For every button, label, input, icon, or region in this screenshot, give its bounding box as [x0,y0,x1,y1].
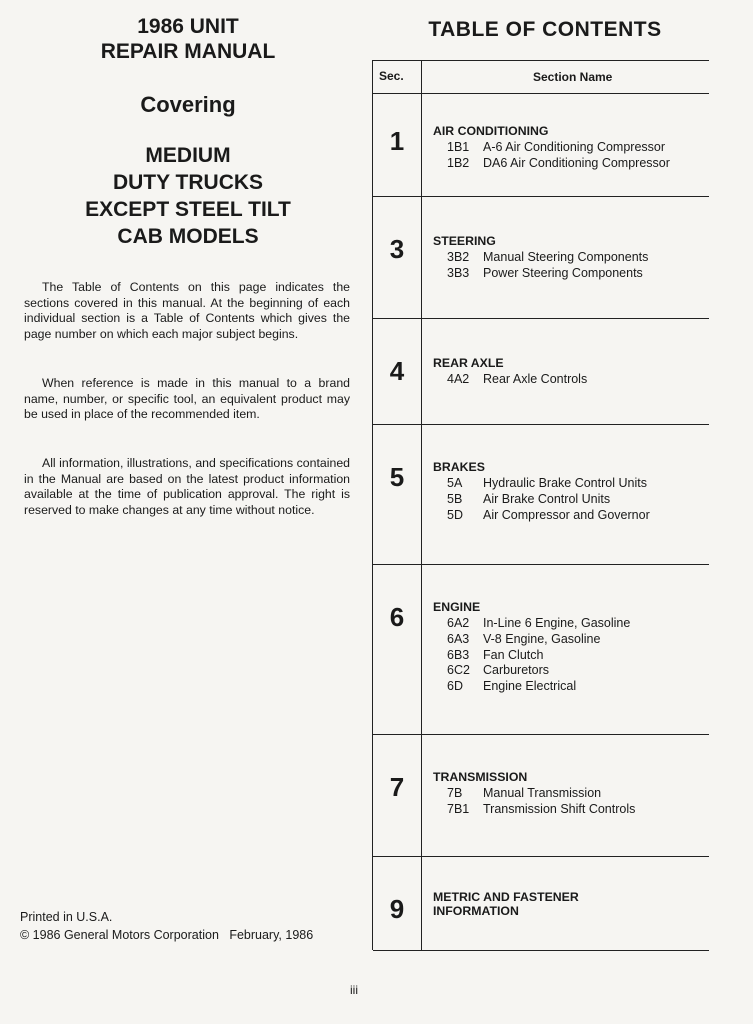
section-number: 3 [389,234,405,264]
covering-label: Covering [140,92,236,117]
toc-row-section-3 [373,196,709,319]
toc-header-row [373,60,709,94]
toc-row-section-6 [373,564,709,735]
subsection-item [447,786,635,802]
print-footer [20,908,313,944]
subsection-code: 5D [447,507,463,522]
section-name-column-header: Section Name [533,70,613,84]
subsection-label: Air Brake Control Units [483,491,611,506]
left-column [18,14,358,517]
subsection-item [447,140,670,156]
copyright-line [20,926,313,944]
table-of-contents [372,18,708,924]
title-line: REPAIR MANUAL [100,40,276,63]
toc-row-section-5 [373,424,709,565]
subsection-code: 3B3 [447,265,470,280]
subsection-code: 6B3 [447,647,470,662]
covered-vehicles [18,142,358,250]
toc-row-section-9 [373,856,709,951]
subsection-item [447,156,670,172]
section-name: BRAKES [433,460,485,474]
subsection-item [447,372,587,388]
subject-line: EXCEPT STEEL TILT [85,198,291,221]
subsection-item [447,648,630,664]
subsection-label: Power Steering Components [483,265,643,280]
toc-row-section-1 [373,92,709,197]
subsection-label: Air Compressor and Governor [483,507,650,522]
toc-row-section-4 [373,318,709,425]
subsection-code: 6A2 [447,616,470,630]
subsection-code: 1B1 [447,140,470,154]
section-number: 9 [389,894,405,924]
subject-line: CAB MODELS [117,225,259,248]
publication-date: February, 1986 [229,928,314,942]
toc-table [372,60,709,950]
subsection-item [447,508,650,524]
subsection-code: 5B [447,491,463,506]
disclaimer-paragraph: All information, illustrations, and specifications contained in the Manual are based on the latest product information available at the time of publication approval. The right is reserved to make changes at any time without notice. [24,456,350,517]
subsection-list [447,372,587,388]
subsection-code: 7B1 [447,801,470,816]
subsection-code: 4A2 [447,372,470,386]
toc-title: TABLE OF CONTENTS [428,18,662,41]
subsection-label: Manual Steering Components [483,250,649,264]
section-name-line2: INFORMATION [433,904,519,918]
section-name: TRANSMISSION [433,770,528,784]
section-number: 5 [389,462,405,492]
subsection-code: 5A [447,476,463,490]
section-number: 6 [389,602,405,632]
subsection-label: Hydraulic Brake Control Units [483,476,647,490]
subsection-code: 6C2 [447,663,470,678]
section-name: METRIC AND FASTENER INFORMATION [433,890,579,918]
copyright-text: © 1986 General Motors Corporation [20,928,219,942]
title-line: 1986 UNIT [137,15,239,38]
section-number: 7 [389,772,405,802]
subsection-list [447,786,635,818]
subsection-label: Transmission Shift Controls [483,801,636,816]
section-name: ENGINE [433,600,481,614]
subsection-code: 6A3 [447,631,470,646]
subsection-item [447,250,648,266]
subsection-item [447,266,648,282]
subsection-label: V-8 Engine, Gasoline [483,631,601,646]
page-number: iii [350,983,358,997]
subject-line: DUTY TRUCKS [112,171,264,194]
subsection-item [447,663,630,679]
subsection-item [447,476,650,492]
subsection-item [447,616,630,632]
manual-title [18,14,358,64]
subject-line: MEDIUM [145,144,231,167]
subsection-item [447,802,635,818]
section-number: 4 [389,356,405,386]
subsection-list [447,476,650,523]
subsection-label: DA6 Air Conditioning Compressor [483,155,670,170]
subsection-list [447,250,648,282]
sec-column-header: Sec. [379,69,404,83]
subsection-code: 1B2 [447,155,470,170]
subsection-label: In-Line 6 Engine, Gasoline [483,616,631,630]
subsection-code: 7B [447,786,463,800]
subsection-item [447,632,630,648]
section-number: 1 [389,126,405,156]
subsection-label: Manual Transmission [483,786,602,800]
subsection-label: Rear Axle Controls [483,372,588,386]
subsection-list [447,616,630,695]
toc-row-section-7 [373,734,709,857]
subsection-label: Carburetors [483,663,549,678]
subsection-code: 3B2 [447,250,470,264]
subsection-label: Fan Clutch [483,647,544,662]
section-name: STEERING [433,234,496,248]
reference-paragraph: When reference is made in this manual to a brand name, number, or specific tool, an equivalent product may be used in place of the recommended item. [24,376,350,422]
subsection-label: Engine Electrical [483,679,577,694]
subsection-code: 6D [447,679,463,694]
subsection-label: A-6 Air Conditioning Compressor [483,140,666,154]
subsection-item [447,492,650,508]
section-name: AIR CONDITIONING [433,124,549,138]
subsection-list [447,140,670,172]
section-name: REAR AXLE [433,356,504,370]
printed-in: Printed in U.S.A. [20,910,113,924]
intro-paragraph: The Table of Contents on this page indicates the sections covered in this manual. At the beginning of each individual section is a Table of Contents which gives the page number on which each major subject begins. [24,280,350,341]
subsection-item [447,679,630,695]
